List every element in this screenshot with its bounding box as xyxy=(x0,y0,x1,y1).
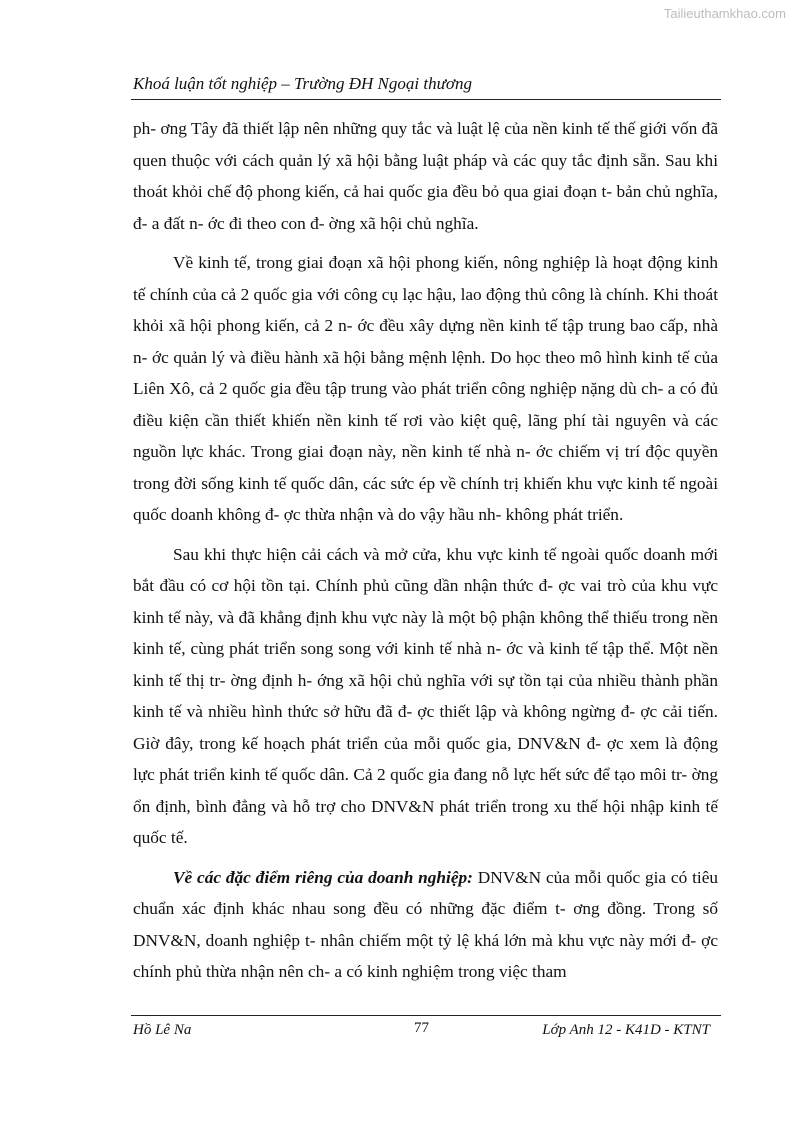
paragraph-enterprise-text: DNV&N của mỗi quốc gia có tiêu chuẩn xác định khác nhau song đều có những đặc điểm t- ơng đồng. Trong số DNV&N, doanh nghiệp t- nhân chiếm một tỷ lệ khá lớn mà khu vực này mới đ- ợc chính phủ thừa nhận nên ch- a có kinh nghiệm trong việc tham xyxy=(133,867,718,981)
body-text xyxy=(133,113,718,996)
paragraph-continuation: ph- ơng Tây đã thiết lập nên những quy tắc và luật lệ của nền kinh tế thế giới vốn đã quen thuộc với cách quản lý xã hội bằng luật pháp và các quy tắc định sẵn. Sau khi thoát khỏi chế độ phong kiến, cả hai quốc gia đều bỏ qua giai đoạn t- bản chủ nghĩa, đ- a đất n- ớc đi theo con đ- ờng xã hội chủ nghĩa. xyxy=(133,119,718,233)
paragraph-lead-in: Về các đặc điểm riêng của doanh nghiệp: xyxy=(173,867,473,887)
running-header-title: Khoá luận tốt nghiệp – Trường ĐH Ngoại thương xyxy=(133,74,472,93)
watermark: Tailieuthamkhao.com xyxy=(663,6,786,21)
paragraph-enterprise-features xyxy=(133,862,718,988)
footer-divider xyxy=(131,1015,721,1016)
page-number: 77 xyxy=(414,1020,429,1036)
header-divider xyxy=(131,99,721,100)
paragraph-economy: Về kinh tế, trong giai đoạn xã hội phong kiến, nông nghiệp là hoạt động kinh tế chính của cả 2 quốc gia với công cụ lạc hậu, lao động thủ công là chính. Khi thoát khỏi xã hội phong kiến, cả 2 n- ớc đều xây dựng nền kinh tế tập trung bao cấp, nhà n- ớc quản lý và điều hành xã hội bằng mệnh lệnh. Do học theo mô hình kinh tế của Liên Xô, cả 2 quốc gia đều tập trung vào phát triển công nghiệp nặng dù ch- a có đủ điều kiện cần thiết khiến nền kinh tế rơi vào kiệt quệ, lãng phí tài nguyên và các nguồn lực khác. Trong giai đoạn này, nền kinh tế nhà n- ớc chiếm vị trí độc quyền trong đời sống kinh tế quốc dân, các sức ép về chính trị khiến khu vực kinh tế ngoài quốc doanh không đ- ợc thừa nhận và do vậy hầu nh- không phát triển. xyxy=(133,253,718,524)
footer-class-info: Lớp Anh 12 - K41D - KTNT xyxy=(542,1022,710,1038)
footer-author: Hồ Lê Na xyxy=(133,1022,192,1038)
paragraph-reform: Sau khi thực hiện cải cách và mở cửa, khu vực kinh tế ngoài quốc doanh mới bắt đầu có cơ hội tồn tại. Chính phủ cũng dần nhận thức đ- ợc vai trò của khu vực kinh tế này, và đã khẳng định khu vực này là một bộ phận không thể thiếu trong nền kinh tế, cùng phát triển song song với kinh tế nhà n- ớc và kinh tế tập thể. Một nền kinh tế thị tr- ờng định h- ớng xã hội chủ nghĩa với sự tồn tại của nhiều thành phần kinh tế và nhiều hình thức sở hữu đã đ- ợc thiết lập và không ngừng đ- ợc cải tiến. Giờ đây, trong kế hoạch phát triển của mỗi quốc gia, DNV&N đ- ợc xem là động lực phát triển kinh tế quốc dân. Cả 2 quốc gia đang nỗ lực hết sức để tạo môi tr- ờng ổn định, bình đẳng và hỗ trợ cho DNV&N phát triển trong xu thế hội nhập kinh tế quốc tế. xyxy=(133,544,718,847)
